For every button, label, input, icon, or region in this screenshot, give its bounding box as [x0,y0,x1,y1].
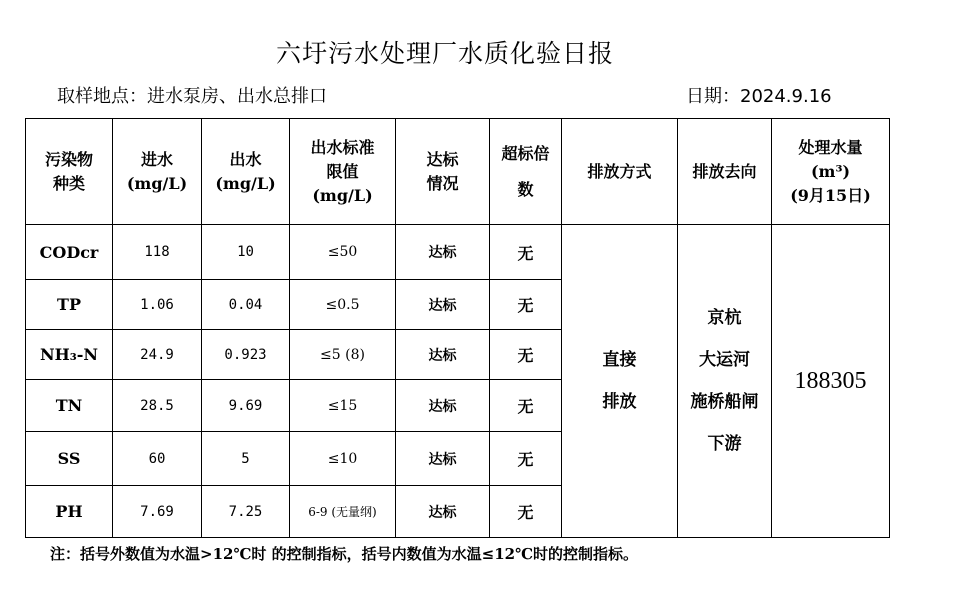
header-row [26,119,890,225]
discharge-destination: 京杭 大运河 施桥船闸 下游 [678,225,772,538]
col-param: 污染物 种类 [26,119,113,225]
footnote: 注：括号外数值为水温>12℃时 的控制指标，括号内数值为水温≤12℃时的控制指标。 [50,545,639,563]
col-exceed: 超标倍 数 [490,119,562,225]
table-row: TP 1.06 0.04 ≤0.5 达标 无 [26,280,890,330]
report-date: 日期：2024.9.16 [686,86,832,107]
table-row: SS 60 5 ≤10 达标 无 [26,432,890,486]
table-row: PH 7.69 7.25 6-9 (无量纲) 达标 无 [26,486,890,538]
col-method: 排放方式 [562,119,678,225]
table-row: TN 28.5 9.69 ≤15 达标 无 [26,380,890,432]
treated-volume: 188305 [772,225,890,538]
discharge-method: 直接 排放 [562,225,678,538]
sampling-location: 取样地点：进水泵房、出水总排口 [57,86,327,107]
col-flow: 处理水量 (m³) (9月15日) [772,119,890,225]
table-row: NH₃-N 24.9 0.923 ≤5 (8) 达标 无 [26,330,890,380]
col-influent: 进水 (mg/L) [113,119,202,225]
col-effluent: 出水 (mg/L) [202,119,290,225]
col-status: 达标 情况 [396,119,490,225]
report-title: 六圩污水处理厂水质化验日报 [275,39,614,68]
water-quality-table [25,118,890,538]
col-limit: 出水标准 限值 (mg/L) [290,119,396,225]
table-row: CODcr 118 10 ≤50 达标 无 直接 排放 京杭 大运河 施桥船闸 下游 188305 [26,225,890,280]
col-destination: 排放去向 [678,119,772,225]
